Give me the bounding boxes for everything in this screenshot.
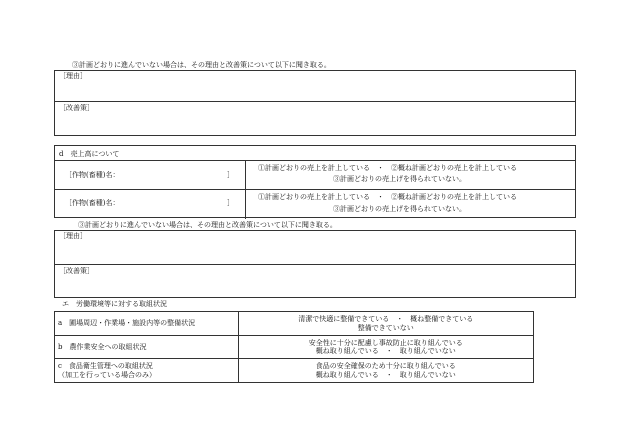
- sales-row-divider: [55, 160, 575, 161]
- sales-column-divider: [245, 160, 246, 189]
- reason-label-2: ［理由］: [59, 232, 87, 240]
- reason-label-1: ［理由］: [59, 72, 87, 80]
- sales-row-2-crop-label: ［作物(畜種)名：: [65, 199, 120, 207]
- table-row: [55, 336, 534, 359]
- sales-column-divider: [245, 189, 246, 219]
- labor-table: [54, 311, 534, 383]
- labor-row-3-status: 食品の安全確保のため十分に取り組んでいる 概ね取り組んでいる ・ 取り組んでいない: [238, 359, 533, 383]
- labor-row-2-label: b 農作業安全への取組状況: [55, 336, 239, 359]
- table-row: [55, 359, 534, 383]
- sales-row-1-crop-close: ］: [227, 171, 234, 179]
- sales-row-2-crop-close: ］: [227, 199, 234, 207]
- reason-note-2: ③計画どおりに進んでいない場合は、その理由と改善策について以下に聞き取る。: [78, 221, 337, 229]
- box-divider: [55, 101, 575, 102]
- labor-heading: エ 労働環境等に対する取組状況: [62, 300, 167, 308]
- table-row: [55, 312, 534, 336]
- sales-row-1-choices-line2: ③計画どおりの売上げを得られていない。: [333, 175, 466, 183]
- sales-row-divider: [55, 189, 575, 190]
- reason-note-1: ③計画どおりに進んでいない場合は、その理由と改善策について以下に聞き取る。: [72, 61, 331, 69]
- reason-improvement-box-2: [54, 230, 576, 298]
- sales-heading: d 売上高について: [59, 150, 120, 158]
- sales-row-1-crop-label: ［作物(畜種)名：: [65, 171, 120, 179]
- box-divider: [55, 264, 575, 265]
- sales-row-2-choices-line2: ③計画どおりの売上げを得られていない。: [333, 205, 466, 213]
- labor-row-2-status: 安全性に十分に配慮し事故防止に取り組んでいる 概ね取り組んでいる ・ 取り組んでいない: [238, 336, 533, 359]
- labor-row-1-status: 清潔で快適に整備できている ・ 概ね整備できている 整備できていない: [238, 312, 533, 336]
- sales-row-2-choices-line1: ①計画どおりの売上を計上している ・ ②概ね計画どおりの売上を計上している: [258, 193, 517, 201]
- improvement-label-2: ［改善策］: [59, 267, 94, 275]
- labor-row-3-label: c 食品衛生管理への取組状況 （加工を行っている場合のみ）: [55, 359, 239, 383]
- improvement-label-1: ［改善策］: [59, 104, 94, 112]
- labor-row-1-label: a 圃場周辺・作業場・施設内等の整備状況: [55, 312, 239, 336]
- sales-section-box: [54, 145, 576, 218]
- reason-improvement-box-1: [54, 70, 576, 136]
- sales-row-1-choices-line1: ①計画どおりの売上を計上している ・ ②概ね計画どおりの売上を計上している: [258, 164, 517, 172]
